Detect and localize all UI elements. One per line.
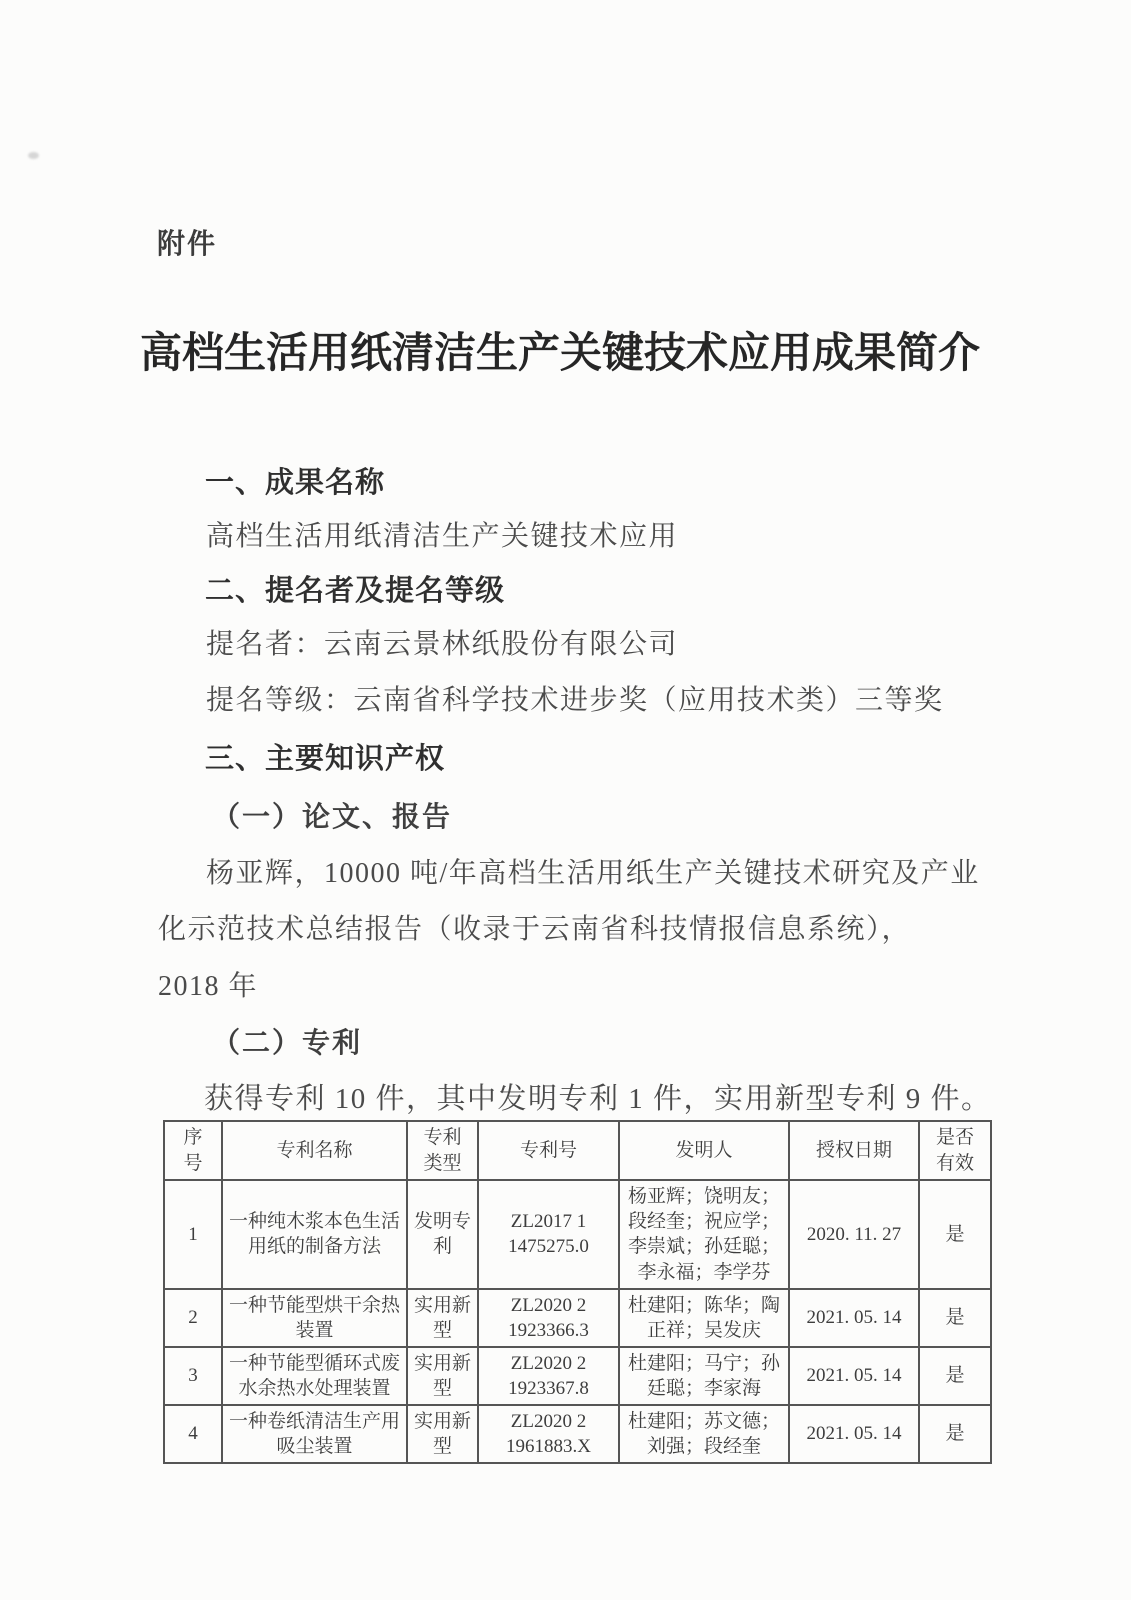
patent-type-cell: 实用新型 [407,1405,478,1463]
section-2-heading: 二、提名者及提名等级 [205,575,506,607]
section-1-heading: 一、成果名称 [205,467,386,499]
patent-inventors-cell: 杜建阳；苏文德；刘强；段经奎 [619,1405,789,1463]
patent-date-cell: 2021. 05. 14 [789,1347,919,1405]
patent-table-header-row [164,1121,991,1180]
patent-row-1 [164,1180,991,1288]
report-line-3: 2018 年 [158,971,259,1002]
patent-inventors-cell: 杜建阳；陈华；陶正祥；吴发庆 [619,1289,789,1347]
patent-type-cell: 发明专利 [407,1180,478,1288]
header-grant-date-label: 授权日期 [815,1140,892,1162]
section-3-heading: 三、主要知识产权 [205,743,446,775]
header-no-label: 序号 [183,1127,203,1174]
patent-no-cell: 2 [164,1289,222,1347]
patent-valid-cell: 是 [919,1347,991,1405]
header-patent-type-label: 专利类型 [423,1127,462,1174]
attachment-label: 附件 [157,228,218,259]
patent-type-cell: 实用新型 [407,1289,478,1347]
patent-name-cell: 一种节能型烘干余热装置 [222,1289,407,1347]
patent-number-cell: ZL2017 1 1475275.0 [478,1180,619,1288]
patent-no-cell: 1 [164,1180,222,1288]
patent-valid-cell: 是 [919,1180,991,1288]
header-grant-date [789,1121,919,1180]
patent-number-cell: ZL2020 2 1961883.X [478,1405,619,1463]
header-inventors-label: 发明人 [675,1140,733,1162]
patent-inventors-cell: 杜建阳；马宁；孙廷聪；李家海 [619,1347,789,1405]
patent-number-cell: ZL2020 2 1923367.8 [478,1347,619,1405]
patent-date-cell: 2021. 05. 14 [789,1405,919,1463]
patent-type-cell: 实用新型 [407,1347,478,1405]
patent-date-cell: 2021. 05. 14 [789,1289,919,1347]
document-title: 高档生活用纸清洁生产关键技术应用成果简介 [139,331,980,377]
award-level-text: 提名等级：云南省科学技术进步奖（应用技术类）三等奖 [206,685,944,716]
patent-inventors-cell: 杨亚辉；饶明友；段经奎；祝应学；李崇斌；孙廷聪；李永福；李学芬 [619,1180,789,1288]
patent-name-cell: 一种纯木浆本色生活用纸的制备方法 [222,1180,407,1288]
report-line-1: 杨亚辉，10000 吨/年高档生活用纸生产关键技术研究及产业 [206,858,980,889]
patent-no-cell: 4 [164,1405,222,1463]
patent-name-cell: 一种节能型循环式废水余热水处理装置 [222,1347,407,1405]
patent-row-2 [164,1289,991,1347]
patent-name-cell: 一种卷纸清洁生产用吸尘装置 [222,1405,407,1463]
header-valid [919,1121,991,1180]
patent-valid-cell: 是 [919,1405,991,1463]
patent-valid-cell: 是 [919,1289,991,1347]
subsection-2-heading: （二）专利 [212,1028,363,1059]
header-patent-name-label: 专利名称 [276,1140,353,1162]
header-patent-type [407,1121,478,1180]
report-line-2: 化示范技术总结报告（收录于云南省科技情报信息系统）， [158,914,912,945]
header-valid-label: 是否有效 [935,1127,974,1174]
header-patent-number-label: 专利号 [519,1140,577,1162]
header-patent-number [478,1121,619,1180]
header-no [164,1121,222,1180]
patent-summary-text: 获得专利 10 件，其中发明专利 1 件，实用新型专利 9 件。 [204,1083,992,1115]
patent-table [163,1120,992,1464]
patent-date-cell: 2020. 11. 27 [789,1180,919,1288]
patent-no-cell: 3 [164,1347,222,1405]
header-patent-name [222,1121,407,1180]
patent-row-3 [164,1347,991,1405]
header-inventors [619,1121,789,1180]
subsection-1-heading: （一）论文、报告 [212,802,453,833]
scan-artifact [28,152,39,159]
nominator-text: 提名者：云南云景林纸股份有限公司 [206,629,679,660]
patent-number-cell: ZL2020 2 1923366.3 [478,1289,619,1347]
result-name-text: 高档生活用纸清洁生产关键技术应用 [206,521,679,552]
patent-row-4 [164,1405,991,1463]
